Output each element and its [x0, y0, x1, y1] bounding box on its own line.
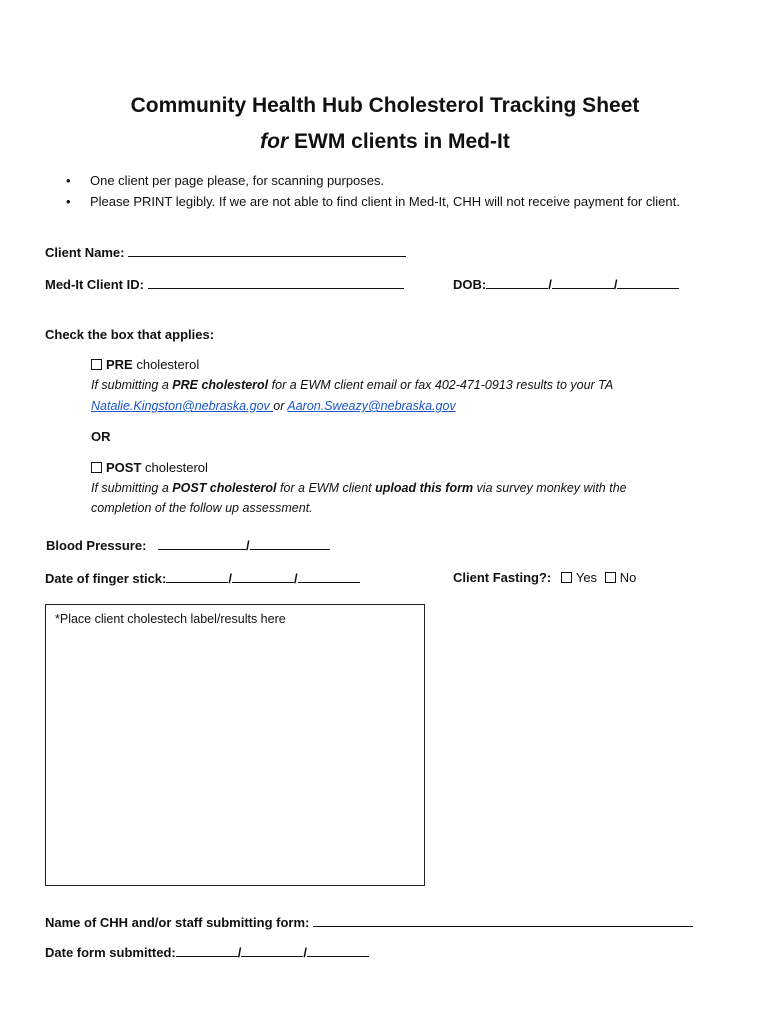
pre-label-rest: cholesterol [132, 357, 200, 372]
dob-year-field[interactable] [617, 276, 679, 289]
date-separator: / [303, 945, 307, 960]
bp-diastolic-field[interactable] [250, 537, 330, 550]
pre-label-bold: PRE [106, 357, 133, 372]
date-separator: / [228, 571, 232, 586]
fasting-no-checkbox[interactable] [605, 572, 616, 583]
post-instruction-b: POST cholesterol [172, 481, 277, 495]
fasting-no-label: No [619, 570, 637, 585]
post-checkbox[interactable] [91, 462, 102, 473]
post-instruction-d: upload this form [375, 481, 474, 495]
instruction-text: Please PRINT legibly. If we are not able to find client in Med-It, CHH will not receive payment for client. [90, 194, 680, 209]
finger-stick-year-field[interactable] [298, 570, 360, 583]
client-id-label: Med-It Client ID: [45, 277, 144, 292]
blood-pressure-label: Blood Pressure: [46, 538, 147, 553]
instruction-item [66, 173, 384, 188]
page-title: Community Health Hub Cholesterol Tracking Sheet [130, 94, 640, 117]
date-separator: / [293, 571, 298, 586]
fasting-yes-checkbox[interactable] [561, 572, 572, 583]
date-submitted-label: Date form submitted: [45, 945, 176, 960]
or-text: or [273, 399, 288, 413]
post-label-bold: POST [106, 460, 142, 475]
email-link-aaron[interactable]: Aaron.Sweazy@nebraska.gov [287, 399, 456, 413]
check-heading: Check the box that applies: [45, 327, 215, 342]
submitted-day-field[interactable] [241, 944, 303, 957]
post-option [91, 460, 208, 475]
email-link-natalie[interactable]: Natalie.Kingston@nebraska.gov [91, 399, 274, 413]
pre-checkbox[interactable] [91, 359, 102, 370]
client-id-field[interactable] [148, 276, 404, 289]
dob-day-field[interactable] [552, 276, 614, 289]
post-instruction-c: for a EWM client [276, 481, 376, 495]
client-id-row [45, 276, 404, 292]
cholestech-label-box[interactable] [45, 604, 425, 886]
page-subtitle [0, 130, 770, 154]
dob-month-field[interactable] [486, 276, 548, 289]
finger-stick-day-field[interactable] [232, 570, 294, 583]
or-divider: OR [91, 429, 111, 444]
pre-instruction-b: PRE cholesterol [172, 378, 269, 392]
fasting-label: Client Fasting?: [453, 570, 552, 585]
label-box-caption: *Place client cholestech label/results here [55, 612, 286, 626]
date-separator: / [548, 277, 552, 292]
subtitle-italic: for [260, 130, 289, 153]
post-instruction-a: If submitting a [91, 481, 173, 495]
pre-option [91, 357, 199, 372]
bp-separator: / [246, 538, 250, 553]
finger-stick-row [45, 570, 360, 586]
instruction-item [66, 194, 680, 209]
blood-pressure-row [46, 537, 330, 553]
instruction-text: One client per page please, for scanning purposes. [90, 173, 385, 188]
date-separator: / [237, 945, 242, 960]
dob-label: DOB: [453, 277, 487, 292]
client-name-label: Client Name: [45, 245, 125, 260]
dob-row [453, 276, 679, 292]
fasting-yes-label: Yes [575, 570, 598, 585]
submitter-row [45, 914, 693, 930]
submitted-year-field[interactable] [307, 944, 369, 957]
subtitle-rest: EWM clients in Med-It [288, 130, 510, 153]
fasting-row [453, 570, 636, 585]
pre-instruction-a: If submitting a [91, 378, 173, 392]
client-name-field[interactable] [128, 244, 406, 257]
bullet-icon: • [66, 173, 71, 188]
submitter-label: Name of CHH and/or staff submitting form: [45, 915, 310, 930]
date-submitted-row [45, 944, 369, 960]
finger-stick-label: Date of finger stick: [45, 571, 167, 586]
bp-systolic-field[interactable] [158, 537, 246, 550]
submitted-month-field[interactable] [176, 944, 238, 957]
client-name-row [45, 244, 406, 260]
date-separator: / [613, 277, 618, 292]
post-instruction-line2: completion of the follow up assessment. [91, 501, 313, 515]
finger-stick-month-field[interactable] [166, 570, 228, 583]
post-label-rest: cholesterol [141, 460, 208, 475]
pre-emails [91, 399, 456, 413]
pre-instruction-c: for a EWM client email or fax 402-471-0913 results to your TA [268, 378, 614, 392]
bullet-icon: • [66, 194, 71, 209]
post-instruction-e: via survey monkey with the [473, 481, 627, 495]
post-instruction [91, 481, 627, 495]
pre-instruction [91, 378, 613, 392]
submitter-field[interactable] [313, 914, 693, 927]
